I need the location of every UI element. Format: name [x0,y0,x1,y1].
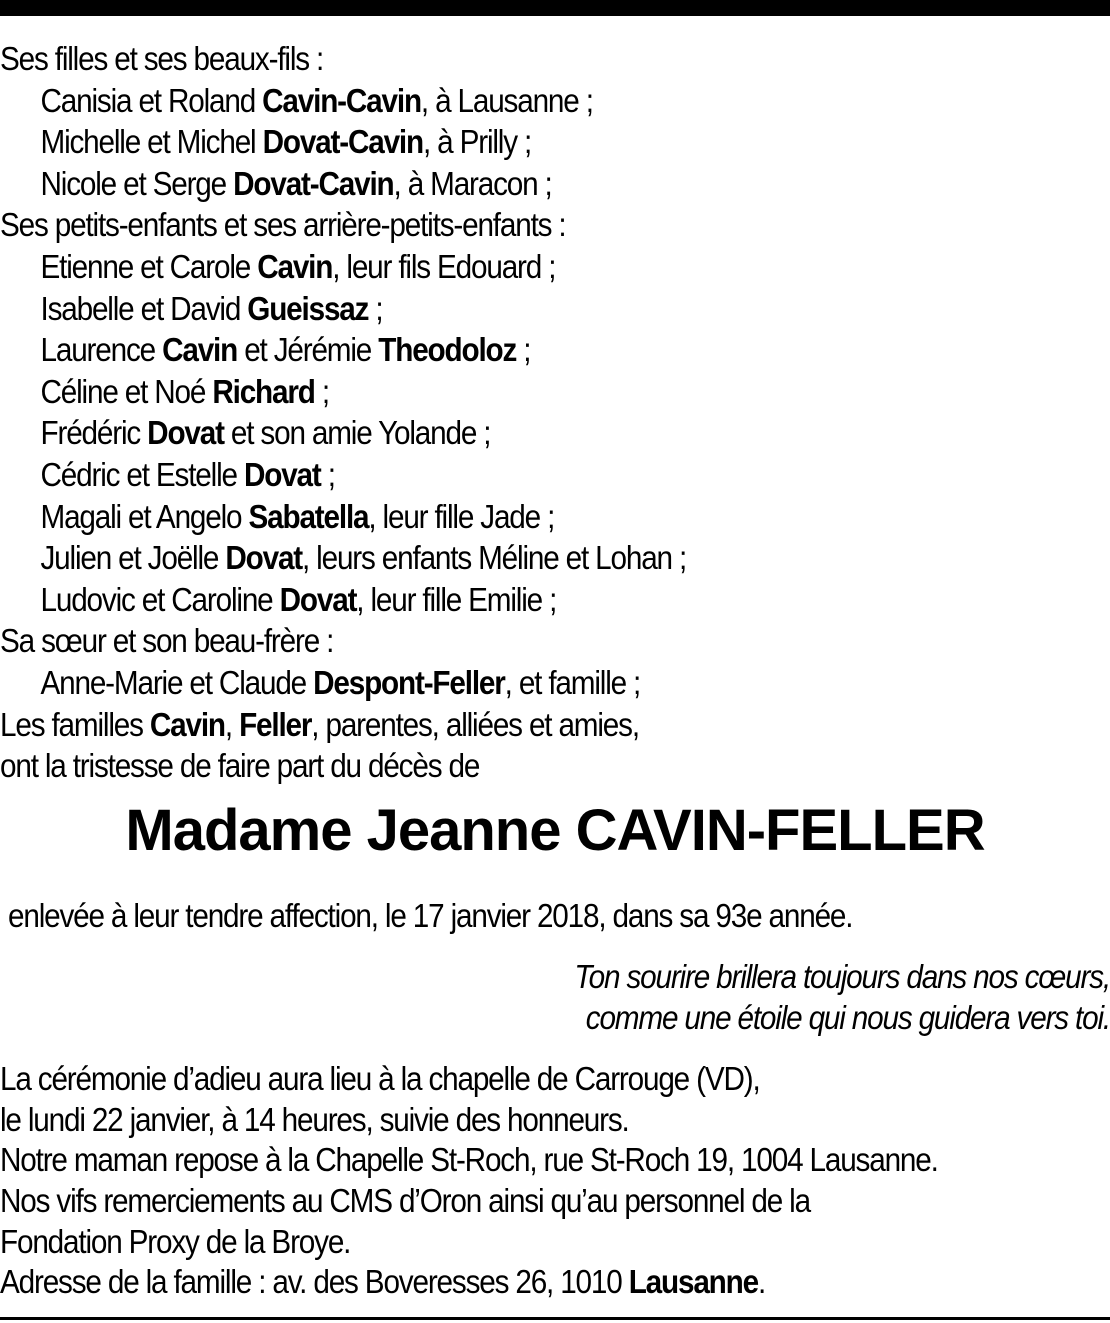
grandchild-line [0,412,999,454]
surname: Cavin-Cavin [262,81,421,119]
detail: , leur fils Edouard ; [332,247,556,285]
first-names: Isabelle et David [40,289,241,327]
surname: Cavin [162,331,238,369]
detail: , à Lausanne ; [420,81,593,119]
daughter-line [0,121,999,163]
grandchild-line [0,246,999,288]
families-separator: , [224,705,232,743]
address-prefix: Adresse de la famille : av. des Boveresses 26, 1010 [0,1263,622,1301]
detail: ; [368,289,383,327]
grandchild-line [0,329,999,371]
surname: Cavin [257,247,333,285]
thanks-line: Fondation Proxy de la Broye. [0,1222,351,1260]
ceremony-info [0,1059,1110,1303]
grandchild-line [0,454,999,496]
detail: , leurs enfants Méline et Lohan ; [302,539,687,577]
grandchildren-heading: Ses petits-enfants et ses arrière-petits-enfants : [0,206,566,244]
daughter-line [0,80,999,122]
first-names: Nicole et Serge [40,164,227,202]
quote-line: Ton sourire brillera toujours dans nos cœurs, [574,958,1110,995]
families-rest: , parentes, alliées et amies, [311,705,639,743]
detail: , leur fille Emilie ; [356,580,557,618]
surname: Dovat [279,580,357,618]
detail: , leur fille Jade ; [368,497,555,535]
surname-second: Theodoloz [378,331,517,369]
first-names: Etienne et Carole [40,247,251,285]
first-names: Cédric et Estelle [40,455,237,493]
first-names: Anne-Marie et Claude [40,663,307,701]
detail: ; [314,372,329,410]
announce-intro: ont la tristesse de faire part du décès de [0,747,480,785]
family-list [0,38,1110,787]
detail: , et famille ; [504,663,641,701]
first-names: Canisia et Roland [40,81,256,119]
quote-line: comme une étoile qui nous guidera vers toi. [585,999,1110,1036]
grandchild-line [0,496,999,538]
surname: Despont-Feller [313,663,505,701]
grandchild-line [0,537,999,579]
family-name-feller: Feller [239,705,312,743]
first-names: Julien et Joëlle [40,539,219,577]
first-names: Céline et Noé [40,372,206,410]
ceremony-line: le lundi 22 janvier, à 14 heures, suivie des honneurs. [0,1100,629,1138]
address-end: . [757,1263,766,1301]
address-city: Lausanne [628,1263,758,1301]
surname: Gueissaz [247,289,369,327]
sister-line [0,662,999,704]
first-names: Ludovic et Caroline [40,580,273,618]
death-notice: enlevée à leur tendre affection, le 17 janvier 2018, dans sa 93e année. [8,897,853,934]
detail: et Jérémie [237,331,372,369]
surname: Dovat-Cavin [233,164,394,202]
grandchild-line [0,371,999,413]
surname: Dovat-Cavin [262,123,423,161]
family-address [0,1262,999,1303]
top-rule [0,0,1110,16]
surname: Dovat [225,539,303,577]
ceremony-line: La cérémonie d’adieu aura lieu à la chapelle de Carrouge (VD), [0,1060,760,1097]
bottom-rule [0,1317,1110,1320]
grandchild-line [0,579,999,621]
family-name-cavin: Cavin [149,705,225,743]
first-names: Magali et Angelo [40,497,242,535]
families-prefix: Les familles [0,705,143,743]
detail: ; [320,455,335,493]
sister-heading: Sa sœur et son beau-frère : [0,622,334,660]
detail: et son amie Yolande ; [223,414,491,452]
detail: , à Prilly ; [423,123,532,161]
daughter-line [0,163,999,205]
detail-end: ; [516,331,531,369]
rest-location: Notre maman repose à la Chapelle St-Roch, rue St-Roch 19, 1004 Lausanne. [0,1141,938,1179]
surname: Dovat [147,414,224,452]
first-names: Frédéric [40,414,141,452]
detail: , à Maracon ; [393,164,552,202]
surname: Dovat [243,455,321,493]
thanks-line: Nos vifs remerciements au CMS d’Oron ainsi qu’au personnel de la [0,1182,810,1220]
surname: Sabatella [248,497,369,535]
surname: Richard [212,372,315,410]
first-names: Laurence [40,331,155,369]
quote [0,956,1110,1038]
grandchild-line [0,288,999,330]
first-names: Michelle et Michel [40,123,256,161]
families-line [0,704,999,746]
deceased-name: Madame Jeanne CAVIN-FELLER [125,798,985,863]
daughters-heading: Ses filles et ses beaux-fils : [0,40,324,77]
